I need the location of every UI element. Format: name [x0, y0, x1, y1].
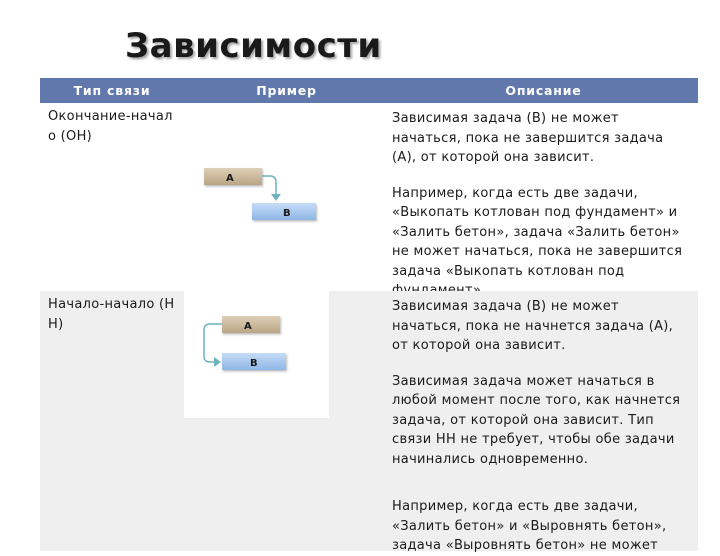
bar-a-label: A	[226, 173, 235, 184]
ss-diagram-bars	[184, 291, 329, 419]
table-row-ss	[40, 291, 698, 551]
bar-a	[222, 316, 280, 333]
header-description: Описание	[505, 83, 582, 98]
fs-dependency-diagram	[184, 103, 389, 291]
connector-line	[204, 324, 222, 362]
connector-arrow-icon	[214, 357, 221, 367]
bar-b	[222, 353, 286, 370]
description-paragraph: Например, когда есть две задачи, «Залить бетон» и «Выровнять бетон», задача «Выровнять бетон» не может	[392, 499, 667, 553]
bar-b	[252, 203, 316, 220]
header-example: Пример	[256, 83, 317, 98]
description-paragraph: Например, когда есть две задачи, «Выкопать котлован под фундамент» и «Залить бетон», задача «Залить бетон» не может начаться, пока не завершится задача «Выкопать котлован под	[392, 185, 683, 279]
description-paragraph: Зависимая задача может начаться в любой момент после того, как начнется задача, от которой она зависит. Тип связи НН не требует, чтобы обе задачи начинались одновременно.	[392, 373, 681, 467]
connector-line	[262, 176, 276, 195]
example-fs	[184, 103, 389, 291]
dependencies-table	[40, 78, 698, 551]
description-ss	[389, 291, 698, 551]
description-paragraph: Зависимая задача (B) не может начаться, пока не завершится задача (A), от которой она зависит.	[392, 111, 664, 165]
bar-a-label: A	[244, 321, 253, 332]
description-paragraph: Зависимая задача (B) не может начаться, пока не начнется задача (A), от которой она зависит.	[392, 299, 674, 353]
example-ss	[184, 291, 389, 551]
bar-a	[204, 168, 262, 185]
bar-b-label: B	[283, 208, 291, 219]
connector-arrow-icon	[271, 194, 281, 201]
link-type-ss: Начало-начало (НН)	[48, 297, 175, 332]
link-type-fs: Окончание-начало (ОН)	[48, 109, 173, 144]
table-row-fs	[40, 103, 698, 291]
description-fs	[389, 103, 698, 291]
header-link-type: Тип связи	[73, 83, 151, 98]
bar-b-label: B	[250, 358, 258, 369]
slide-title: Зависимости	[125, 26, 382, 66]
table-header	[40, 78, 698, 103]
